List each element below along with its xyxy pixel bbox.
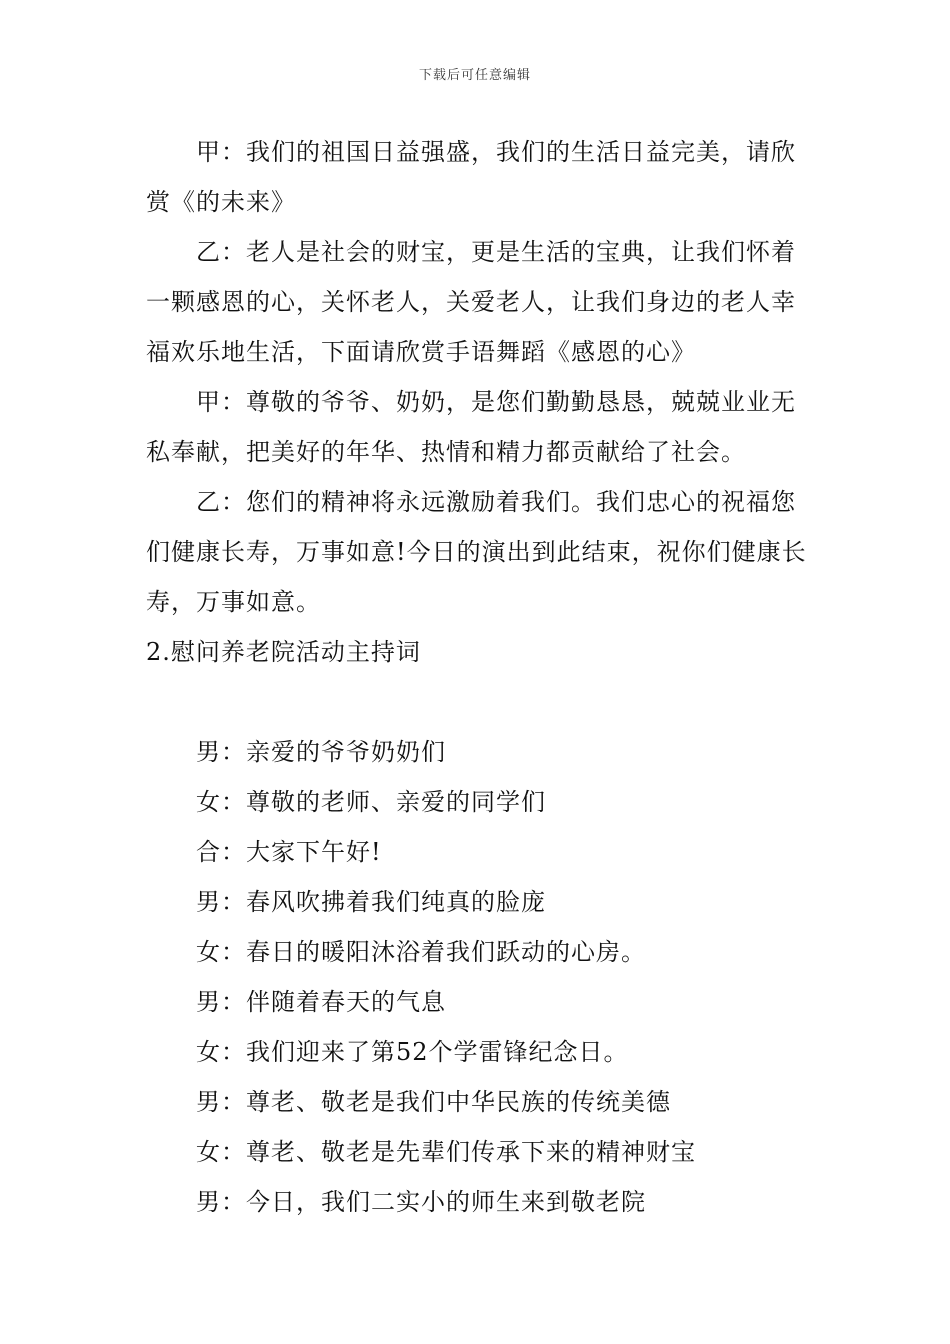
blank-line bbox=[146, 677, 808, 727]
dialogue-line: 男：伴随着春天的气息 bbox=[196, 988, 446, 1016]
dialogue-line: 女：尊敬的老师、亲爱的同学们 bbox=[196, 788, 546, 816]
dialogue-line: 女：春日的暖阳沐浴着我们跃动的心房。 bbox=[196, 938, 646, 966]
page-header: 下载后可任意编辑 bbox=[418, 68, 531, 83]
dialogue-line: 女：我们迎来了第52个学雷锋纪念日。 bbox=[196, 1038, 629, 1066]
section-heading: 2.慰问养老院活动主持词 bbox=[146, 638, 421, 666]
dialogue-line: 女：尊老、敬老是先辈们传承下来的精神财宝 bbox=[196, 1138, 696, 1166]
paragraph: 甲：我们的祖国日益强盛，我们的生活日益完美，请欣赏《的未来》 bbox=[146, 138, 796, 216]
paragraph: 甲：尊敬的爷爷、奶奶，是您们勤勤恳恳，兢兢业业无私奉献，把美好的年华、热情和精力都贡献给了社会。 bbox=[146, 388, 796, 466]
paragraph: 乙：您们的精神将永远激励着我们。我们忠心的祝福您们健康长寿，万事如意!今日的演出到此结束，祝你们健康长寿，万事如意。 bbox=[146, 488, 807, 616]
dialogue-line: 合：大家下午好! bbox=[196, 838, 382, 866]
dialogue-line: 男：今日，我们二实小的师生来到敬老院 bbox=[196, 1188, 646, 1216]
dialogue-line: 男：尊老、敬老是我们中华民族的传统美德 bbox=[196, 1088, 671, 1116]
document-body bbox=[146, 127, 808, 1227]
dialogue-line: 男：春风吹拂着我们纯真的脸庞 bbox=[196, 888, 546, 916]
paragraph: 乙：老人是社会的财宝，更是生活的宝典，让我们怀着一颗感恩的心，关怀老人，关爱老人，让我们身边的老人幸福欢乐地生活，下面请欣赏手语舞蹈《感恩的心》 bbox=[146, 238, 796, 366]
dialogue-line: 男：亲爱的爷爷奶奶们 bbox=[196, 738, 446, 766]
